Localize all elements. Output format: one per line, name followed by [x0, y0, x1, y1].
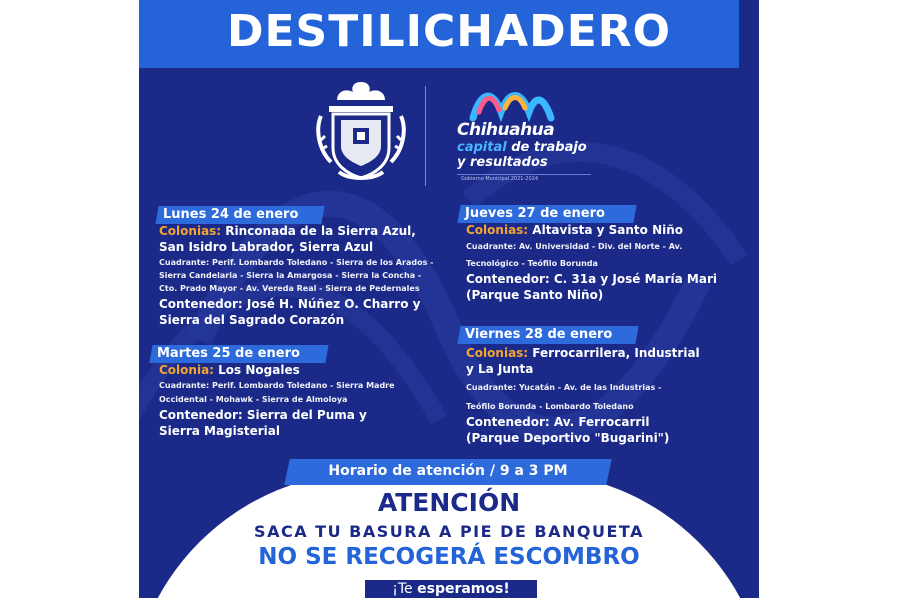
contenedor-line: (Parque Santo Niño)	[466, 288, 604, 302]
notice-line-1: SACA TU BASURA A PIE DE BANQUETA	[254, 522, 644, 541]
hours-text: Horario de atención / 9 a 3 PM	[328, 463, 568, 479]
cuadrante-line: Teófilo Borunda - Lombardo Toledano	[466, 402, 634, 411]
notice-line-2: NO SE RECOGERÁ ESCOMBRO	[258, 544, 640, 570]
day-heading-martes: Martes 25 de enero	[149, 345, 328, 363]
municipal-seal-icon	[315, 76, 407, 186]
cuadrante-line: Cuadrante: Yucatán - Av. de las Industrias -	[466, 383, 662, 392]
cuadrante-line: Cuadrante: Perif. Lombardo Toledano - Sierra Madre	[159, 381, 395, 390]
day-block-jueves	[466, 222, 756, 303]
day-heading-viernes: Viernes 28 de enero	[457, 326, 638, 344]
closing-text: ¡Te esperamos!	[392, 581, 510, 597]
contenedor-line: Contenedor: Sierra del Puma y	[159, 408, 367, 422]
contenedor-line: (Parque Deportivo "Bugarini")	[466, 431, 670, 445]
colonias-line: Colonias: Rinconada de la Sierra Azul,	[159, 224, 416, 238]
contenedor-line: Sierra del Sagrado Corazón	[159, 313, 345, 327]
brand-slogan-line2: y resultados	[457, 155, 548, 170]
right-margin	[759, 0, 898, 598]
day-block-viernes	[466, 345, 756, 446]
contenedor-line: Contenedor: C. 31a y José María Mari	[466, 272, 717, 286]
day-block-lunes	[159, 223, 459, 328]
contenedor-line: Contenedor: Av. Ferrocarril	[466, 415, 650, 429]
day-heading-lunes: Lunes 24 de enero	[155, 206, 324, 224]
colonias-line: Colonias: Ferrocarrilera, Industrial	[466, 346, 700, 360]
brand-lockup	[457, 120, 627, 182]
poster-title: DESTILICHADERO	[226, 6, 672, 57]
day-heading-jueves: Jueves 27 de enero	[457, 205, 636, 223]
left-margin	[0, 0, 139, 598]
cuadrante-line: Occidental - Mohawk - Sierra de Almoloya	[159, 395, 348, 404]
cuadrante-line: Cuadrante: Perif. Lombardo Toledano - Sierra de los Arados -	[159, 258, 434, 267]
chihuahua-logo-icon	[469, 82, 555, 124]
cuadrante-line: Sierra Candelaria - Sierra la Amargosa - Sierra la Concha -	[159, 271, 422, 280]
day-block-martes	[159, 362, 459, 439]
colonias-line-2: San Isidro Labrador, Sierra Azul	[159, 240, 374, 254]
contenedor-line: Contenedor: José H. Núñez O. Charro y	[159, 297, 421, 311]
cuadrante-line: Cto. Prado Mayor - Av. Vereda Real - Sierra de Pedernales	[159, 284, 420, 293]
brand-slogan-line1: capital de trabajo	[457, 140, 587, 155]
colonias-line: Colonia: Los Nogales	[159, 363, 300, 377]
colonias-line: Colonias: Altavista y Santo Niño	[466, 223, 684, 237]
contenedor-line: Sierra Magisterial	[159, 424, 281, 438]
poster	[139, 0, 759, 598]
brand-name: Chihuahua	[457, 120, 555, 140]
cuadrante-line: Tecnológico - Teófilo Borunda	[466, 259, 598, 268]
notice-heading: ATENCIÓN	[377, 488, 521, 517]
colonias-line-2: y La Junta	[466, 362, 534, 376]
cuadrante-line: Cuadrante: Av. Universidad - Div. del Norte - Av.	[466, 242, 683, 251]
brand-tagline: Gobierno Municipal 2021-2024	[457, 174, 591, 182]
logo-divider	[425, 86, 426, 186]
